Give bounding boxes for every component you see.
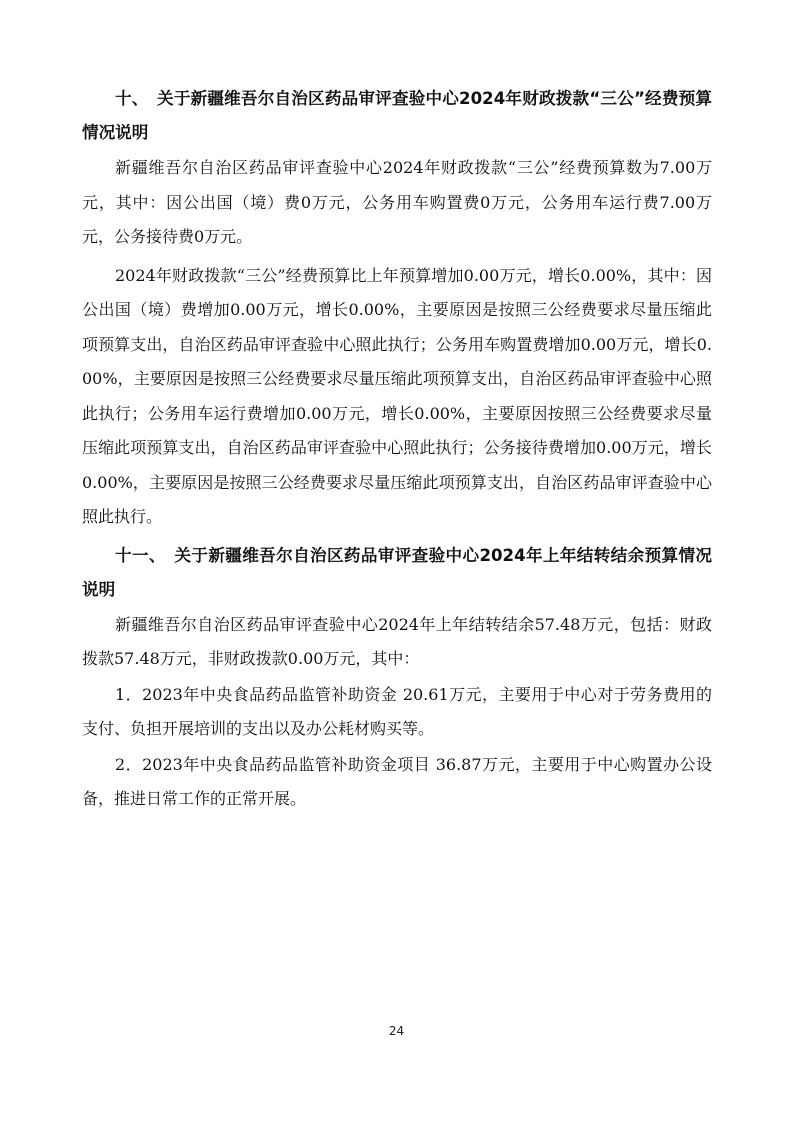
section-11-heading: 十一、 关于新疆维吾尔自治区药品审评查验中心2024年上年结转结余预算情况说明 bbox=[82, 545, 712, 599]
section-11-item-1: 1．2023年中央食品药品监管补助资金 20.61万元，主要用于中心对于劳务费用的支付、负担开展培训的支出以及办公耗材购买等。 bbox=[82, 684, 712, 738]
section-11-item-2: 2．2023年中央食品药品监管补助资金项目 36.87万元，主要用于中心购置办公设备，推进日常工作的正常开展。 bbox=[82, 754, 712, 808]
section-10-heading: 十、 关于新疆维吾尔自治区药品审评查验中心2024年财政拨款“三公”经费预算情况说明 bbox=[82, 89, 712, 142]
section-10-paragraph-1: 新疆维吾尔自治区药品审评查验中心2024年财政拨款“三公”经费预算数为7.00万元，其中：因公出国（境）费0万元，公务用车购置费0万元，公务用车运行费7.00万元，公务接待费0万元。 bbox=[82, 158, 712, 246]
document-body bbox=[82, 82, 712, 817]
section-10-paragraph-2: 2024年财政拨款“三公”经费预算比上年预算增加0.00万元，增长0.00%，其中：因公出国（境）费增加0.00万元，增长0.00%，主要原因是按照三公经费要求尽量压缩此项预算支出，自治区药品审评查验中心照此执行；公务用车购置费增加0.00万元，增长0.00%，主要原因是按照三公经费要求尽量压缩此项预算支出，自治区药品审评查验中心照此执行；公务用车运行费增加0.00万元，增长0.00%，主要原因按照三公经费要求尽量压缩此项预算支出，自治区药品审评查验中心照此执行；公务接待费增加0.00万元，增长0.00%，主要原因是按照三公经费要求尽量压缩此项预算支出，自治区药品审评查验中心照此执行。 bbox=[82, 265, 712, 526]
section-11-paragraph-1: 新疆维吾尔自治区药品审评查验中心2024年上年结转结余57.48万元，包括：财政拨款57.48万元，非财政拨款0.00万元，其中： bbox=[82, 614, 712, 668]
page-number: 24 bbox=[388, 1024, 405, 1038]
